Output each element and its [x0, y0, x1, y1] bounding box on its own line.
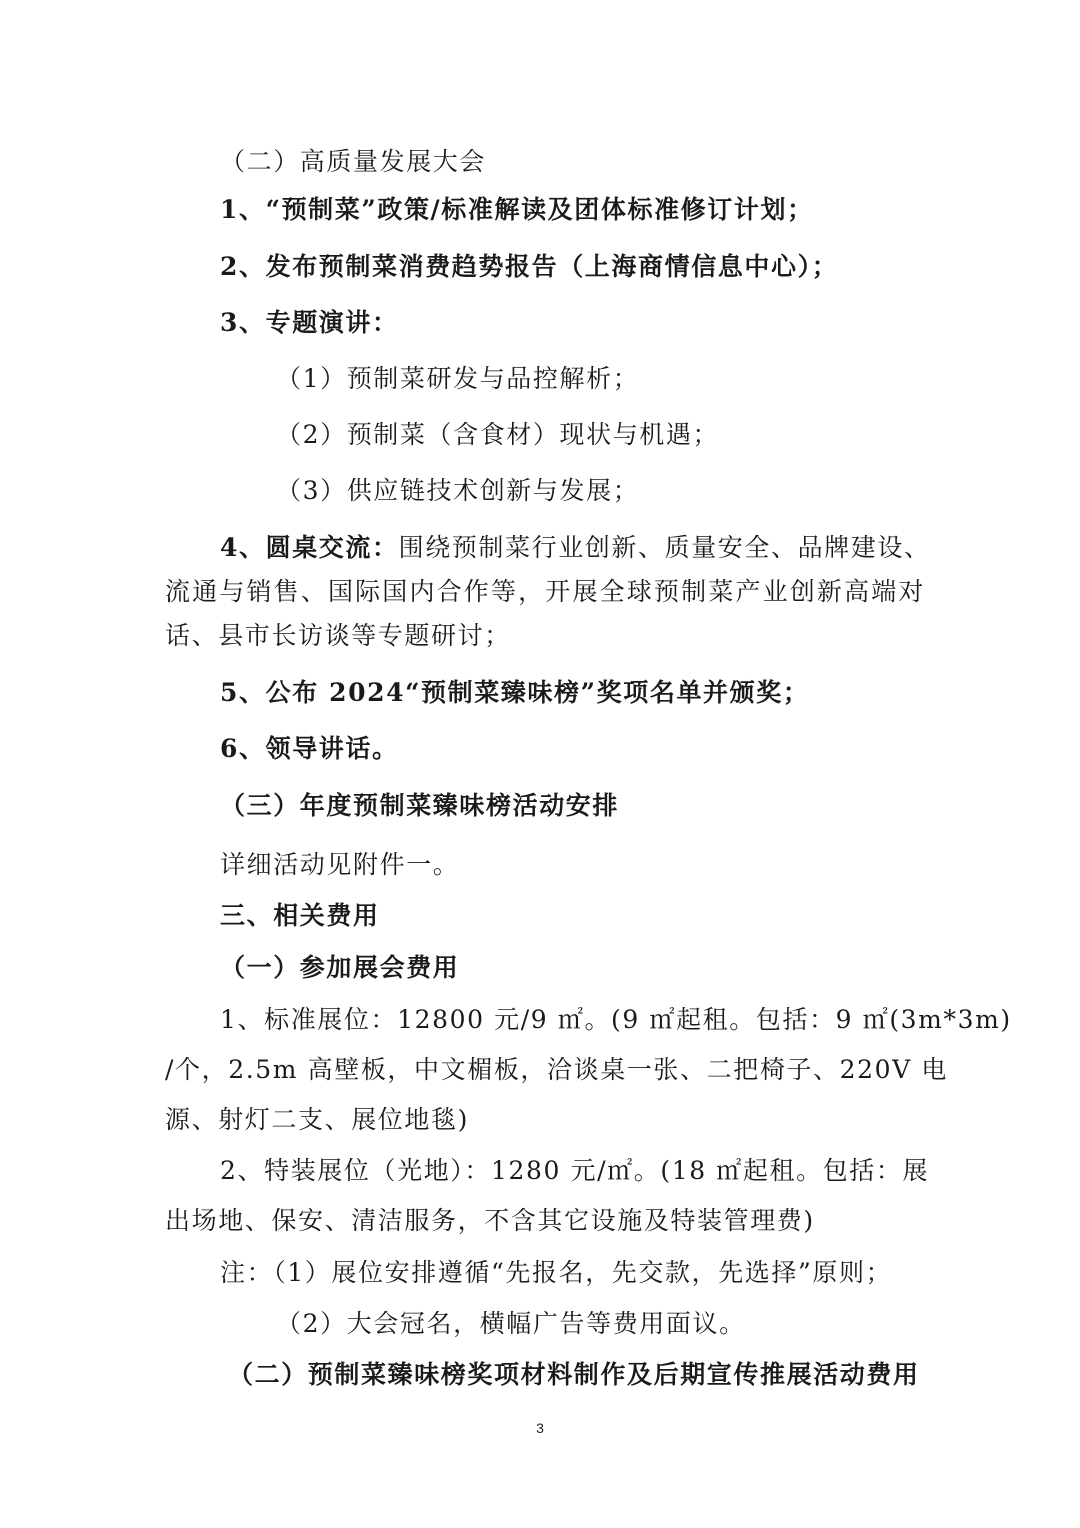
subheading-award-fees: （二）预制菜臻味榜奖项材料制作及后期宣传推展活动费用	[228, 1360, 920, 1389]
agenda-item-4	[220, 532, 931, 564]
special-booth-line1: 2、特装展位（光地）：1280 元/㎡。(18 ㎡起租。包括：展	[220, 1156, 930, 1185]
ranking-detail-text: 详细活动见附件一。	[220, 850, 460, 879]
talk-item-1: （1）预制菜研发与品控解析；	[276, 364, 640, 393]
agenda-item-4-text: 围绕预制菜行业创新、质量安全、品牌建设、	[398, 533, 931, 562]
agenda-item-2: 2、发布预制菜消费趋势报告（上海商情信息中心）；	[220, 252, 839, 281]
agenda-item-1: 1、“预制菜”政策/标准解读及团体标准修订计划；	[220, 195, 814, 224]
subheading-exhibition-fees: （一）参加展会费用	[220, 953, 460, 982]
standard-booth-line2: /个，2.5m 高壁板，中文楣板，洽谈桌一张、二把椅子、220V 电	[165, 1055, 948, 1084]
agenda-item-3: 3、专题演讲：	[220, 308, 399, 337]
note-line1: 注：（1）展位安排遵循“先报名，先交款，先选择”原则；	[220, 1258, 893, 1287]
agenda-item-6: 6、领导讲话。	[220, 734, 399, 763]
talk-item-3: （3）供应链技术创新与发展；	[276, 476, 640, 505]
note-line2: （2）大会冠名，横幅广告等费用面议。	[276, 1309, 746, 1338]
section-heading-conference: （二）高质量发展大会	[220, 147, 487, 176]
special-booth-line2: 出场地、保安、清洁服务，不含其它设施及特装管理费)	[165, 1206, 815, 1235]
agenda-item-5: 5、公布 2024“预制菜臻味榜”奖项名单并颁奖；	[220, 678, 810, 707]
standard-booth-line1: 1、标准展位：12800 元/9 ㎡。(9 ㎡起租。包括：9 ㎡(3m*3m)	[220, 1005, 1012, 1034]
agenda-item-4-line3: 话、县市长访谈等专题研讨；	[165, 621, 511, 650]
agenda-item-4-line2: 流通与销售、国际国内合作等，开展全球预制菜产业创新高端对	[165, 577, 925, 606]
standard-booth-line3: 源、射灯二支、展位地毯)	[165, 1105, 469, 1134]
section-heading-ranking: （三）年度预制菜臻味榜活动安排	[220, 791, 620, 820]
section-heading-fees: 三、相关费用	[220, 901, 380, 930]
page-number: 3	[536, 1420, 544, 1436]
talk-item-2: （2）预制菜（含食材）现状与机遇；	[276, 420, 720, 449]
agenda-item-4-label: 4、圆桌交流：	[220, 533, 399, 562]
